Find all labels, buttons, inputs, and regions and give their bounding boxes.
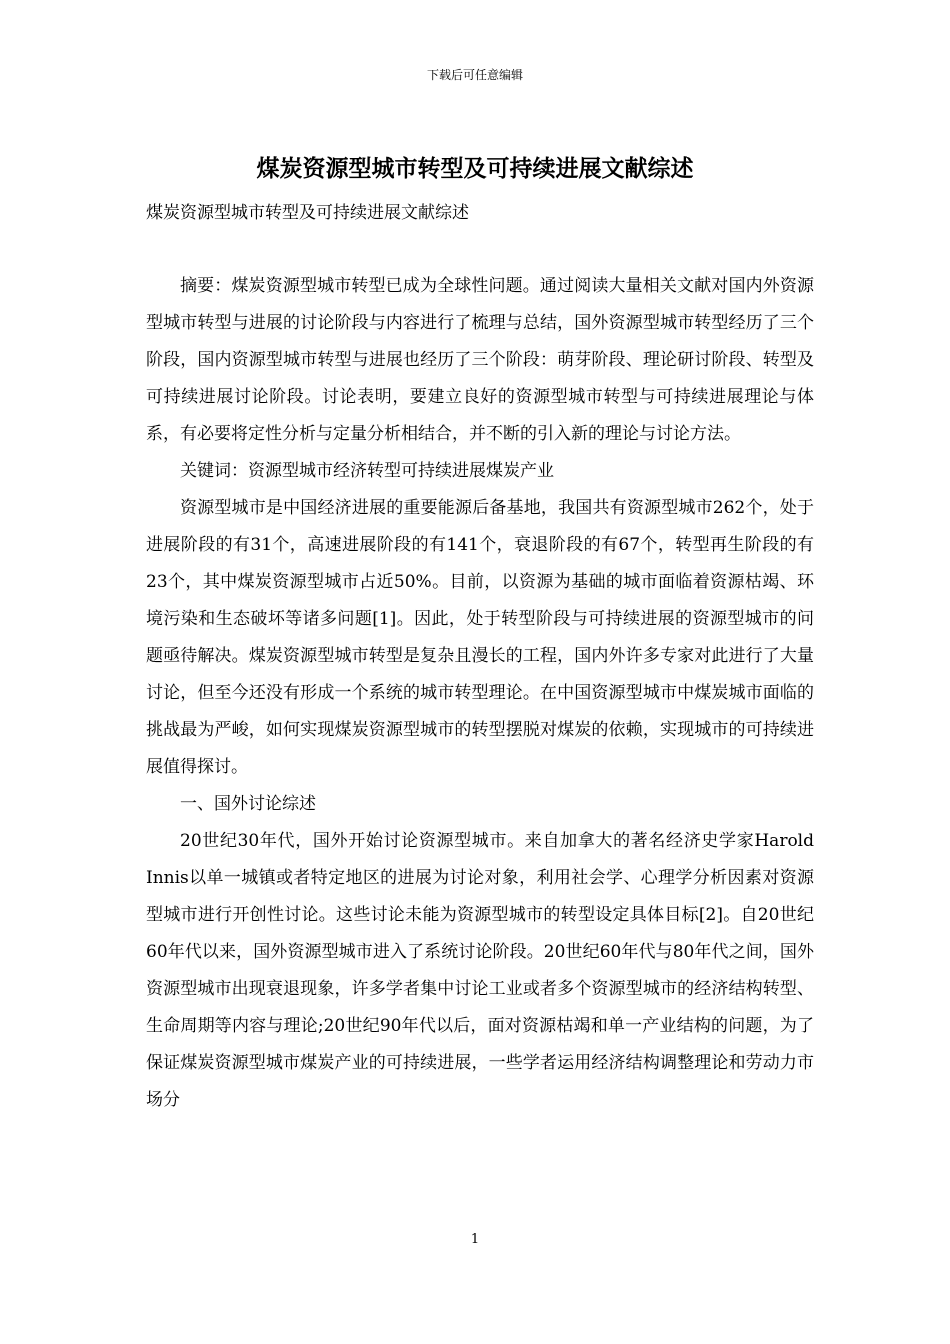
section-paragraph: 20世纪30年代，国外开始讨论资源型城市。来自加拿大的著名经济史学家Harold Innis以单一城镇或者特定地区的进展为讨论对象，利用社会学、心理学分析因素对资源型城市进行开创性讨论。这些讨论未能为资源型城市的转型设定具体目标[2]。自20世纪60年代以来，国外资源型城市进入了系统讨论阶段。20世纪60年代与80年代之间，国外资源型城市出现衰退现象，许多学者集中讨论工业或者多个资源型城市的经济结构转型、生命周期等内容与理论;20世纪90年代以后，面对资源枯竭和单一产业结构的问题，为了保证煤炭资源型城市煤炭产业的可持续进展，一些学者运用经济结构调整理论和劳动力市场分	[146, 831, 814, 1110]
section-heading: 一、国外讨论综述	[180, 794, 316, 814]
page-number: 1	[470, 1232, 480, 1247]
intro-paragraph: 资源型城市是中国经济进展的重要能源后备基地，我国共有资源型城市262个，处于进展阶段的有31个，高速进展阶段的有141个，衰退阶段的有67个，转型再生阶段的有23个，其中煤炭资源型城市占近50%。目前，以资源为基础的城市面临着资源枯竭、环境污染和生态破坏等诸多问题[1]。因此，处于转型阶段与可持续进展的资源型城市的问题亟待解决。煤炭资源型城市转型是复杂且漫长的工程，国内外许多专家对此进行了大量讨论，但至今还没有形成一个系统的城市转型理论。在中国资源型城市中煤炭城市面临的挑战最为严峻，如何实现煤炭资源型城市的转型摆脱对煤炭的依赖，实现城市的可持续进展值得探讨。	[146, 498, 814, 777]
abstract-paragraph: 摘要：煤炭资源型城市转型已成为全球性问题。通过阅读大量相关文献对国内外资源型城市转型与进展的讨论阶段与内容进行了梳理与总结，国外资源型城市转型经历了三个阶段，国内资源型城市转型与进展也经历了三个阶段：萌芽阶段、理论研讨阶段、转型及可持续进展讨论阶段。讨论表明，要建立良好的资源型城市转型与可持续进展理论与体系，有必要将定性分析与定量分析相结合，并不断的引入新的理论与讨论方法。	[146, 276, 814, 444]
page-header-note: 下载后可任意编辑	[426, 68, 523, 82]
document-subtitle: 煤炭资源型城市转型及可持续进展文献综述	[146, 203, 469, 223]
keywords-paragraph: 关键词：资源型城市经济转型可持续进展煤炭产业	[180, 461, 554, 481]
document-body	[146, 268, 814, 1119]
document-title: 煤炭资源型城市转型及可持续进展文献综述	[256, 155, 694, 182]
